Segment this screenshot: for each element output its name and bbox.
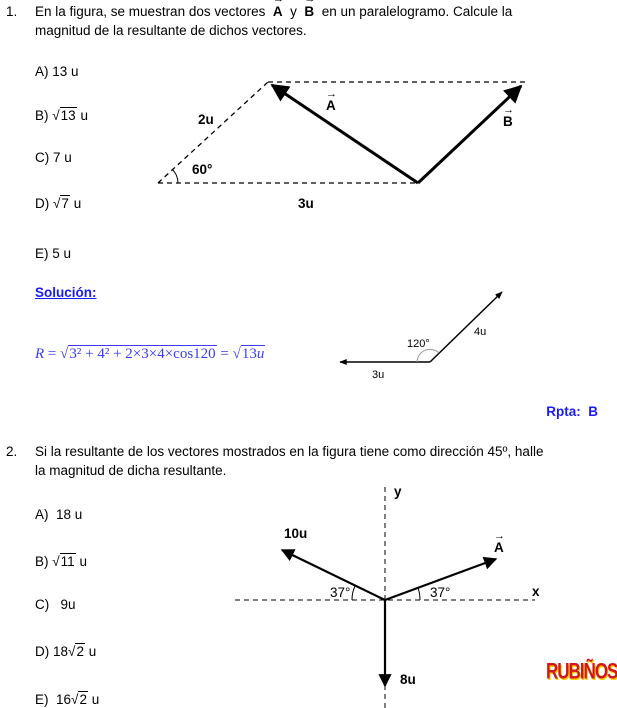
q1-option-a[interactable]: A) 13 u — [35, 64, 79, 79]
q1-option-d[interactable]: D) √7 u — [35, 196, 82, 211]
q2-option-b[interactable]: B) √11 u — [35, 554, 87, 569]
solution-formula: R = √3² + 4² + 2×3×4×cos120 = √13u — [35, 346, 265, 362]
angle-left-label: 37° — [330, 585, 351, 600]
rubinos-logo: RUBIÑOS — [546, 659, 617, 684]
q2-statement: Si la resultante de los vectores mostrados en la figura tiene como dirección 45º, halle la magnitud de dicha resultante. — [35, 444, 544, 478]
q1-number: 1. — [6, 4, 18, 19]
dashed-left-side — [158, 82, 268, 183]
label-8u: 8u — [400, 672, 416, 687]
label-2u: 2u — [198, 112, 214, 127]
solution-title: Solución: — [35, 285, 97, 300]
solution-4u-label: 4u — [474, 326, 487, 338]
q1-option-c[interactable]: C) 7 u — [35, 150, 72, 165]
q1-text: En la figura, se muestran dos vectores — [35, 4, 266, 19]
vector-a-symbol: → A — [273, 2, 283, 21]
q2-option-a[interactable]: A) 18 u — [35, 507, 83, 522]
solution-4u-arrow — [430, 292, 502, 362]
label-60-deg: 60° — [192, 162, 213, 177]
label-vector-a: → A — [326, 98, 336, 114]
solution-angle-label: 120° — [407, 338, 430, 350]
q1-text-3: magnitud de la resultante de dichos vectores. — [35, 23, 307, 38]
q2-option-d[interactable]: D) 18√2 u — [35, 644, 97, 659]
angle-arc — [172, 169, 178, 183]
label-10u: 10u — [284, 526, 308, 541]
label-vector-b: → B — [503, 114, 513, 130]
y-axis-label: y — [394, 484, 402, 499]
vector-a-arrow — [272, 85, 418, 183]
q1-option-e[interactable]: E) 5 u — [35, 246, 72, 261]
angle-right-label: 37° — [430, 585, 451, 600]
solution-3u-label: 3u — [372, 369, 385, 381]
answer: Rpta: B — [546, 404, 598, 419]
angle-arc-left — [352, 586, 355, 600]
q1-text-y: y — [290, 4, 297, 19]
label-vector-a2: → A — [494, 540, 504, 556]
q2-option-c[interactable]: C) 9u — [35, 597, 76, 612]
label-3u: 3u — [298, 196, 314, 211]
q1-option-b[interactable]: B) √13 u — [35, 108, 88, 123]
angle-arc-right — [418, 588, 420, 600]
q2-number: 2. — [6, 444, 18, 459]
q1-statement — [35, 2, 595, 40]
vector-b-symbol: → B — [304, 2, 314, 21]
q1-text-2: en un paralelogramo. Calcule la — [321, 4, 513, 19]
x-axis-label: x — [532, 584, 540, 599]
vector-b-arrow — [418, 86, 521, 183]
q2-option-e[interactable]: E) 16√2 u — [35, 692, 100, 707]
